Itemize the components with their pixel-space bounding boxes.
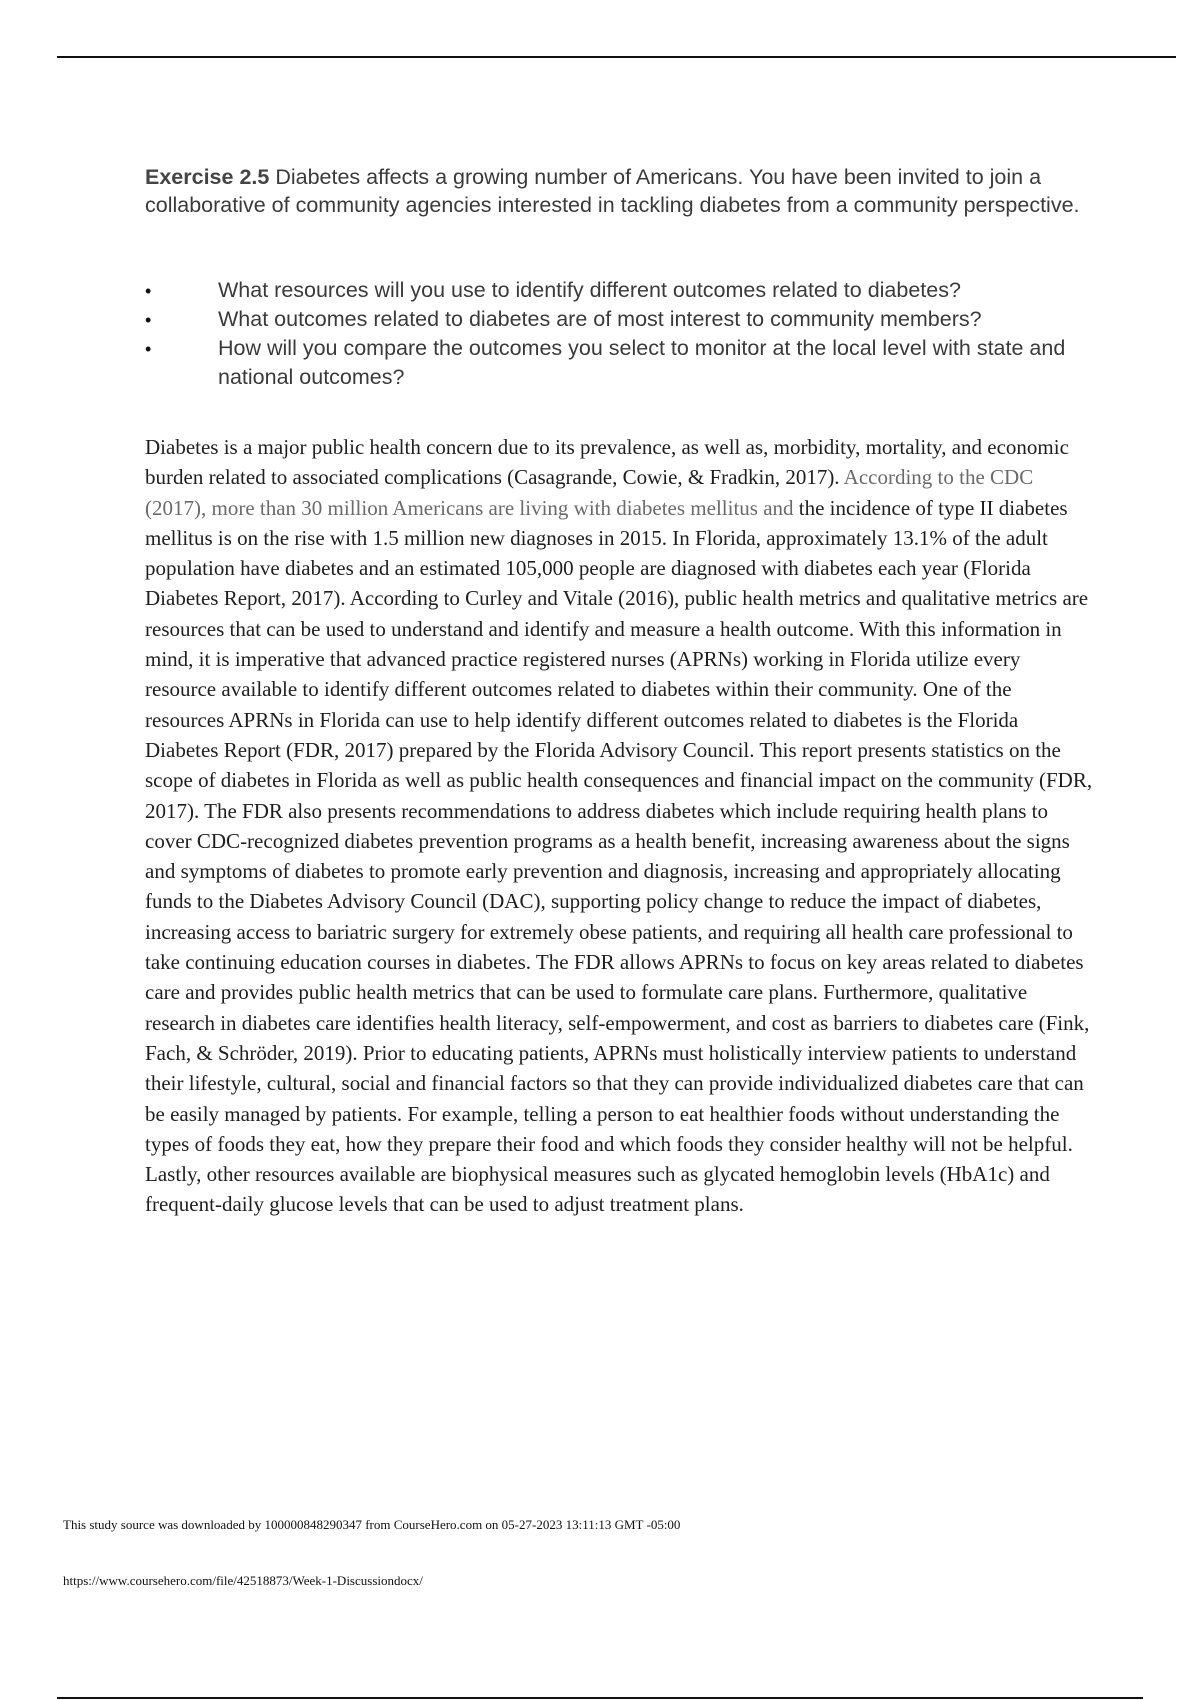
exercise-prompt bbox=[145, 163, 1085, 219]
discussion-paragraph bbox=[145, 432, 1093, 1220]
bullet-icon: • bbox=[145, 281, 152, 301]
paragraph-part-2: According to the CDC (2017), more than 30 million Americans are living with diabetes mellitus and bbox=[145, 465, 1034, 520]
question-item bbox=[118, 334, 1098, 391]
paragraph-part-1: Diabetes is a major public health concern due to its prevalence, as well as, morbidity, mortality, and economic burden related to associated complications (Casagrande, Cowie, & Fradkin, 2017). bbox=[145, 435, 1069, 490]
question-text: What resources will you use to identify different outcomes related to diabetes? bbox=[218, 278, 961, 302]
bullet-icon: • bbox=[145, 339, 152, 359]
top-rule bbox=[57, 56, 1176, 58]
download-notice: This study source was downloaded by 100000848290347 from CourseHero.com on 05-27-2023 13:11:13 GMT -05:00 bbox=[63, 1517, 681, 1532]
question-list bbox=[118, 276, 1098, 391]
question-text: How will you compare the outcomes you select to monitor at the local level with state and national outcomes? bbox=[218, 336, 1066, 389]
question-item bbox=[118, 276, 1098, 305]
bullet-icon: • bbox=[145, 310, 152, 330]
bottom-rule bbox=[57, 1697, 1143, 1699]
question-text: What outcomes related to diabetes are of most interest to community members? bbox=[218, 307, 982, 331]
paragraph-part-3: the incidence of type II diabetes mellitus is on the rise with 1.5 million new diagnoses in 2015. In Florida, approximately 13.1% of the adult population have diabetes and an estimated 105,000 people are diagnosed with diabetes each year (Florida Diabetes Report, 2017). According to Curley and Vitale (2016), public health metrics and qualitative metrics are resources that can be used to understand and identify and measure a health outcome. With this information in mind, it is imperative that advanced practice registered nurses (APRNs) working in Florida utilize every resource available to identify different outcomes related to diabetes within their community. One of the resources APRNs in Florida can use to help identify different outcomes related to diabetes is the Florida Diabetes Report (FDR, 2017) prepared by the Florida Advisory Council. This report presents statistics on the scope of diabetes in Florida as well as public health consequences and financial impact on the community (FDR, 2017). The FDR also presents recommendations to address diabetes which include requiring health plans to cover CDC-recognized diabetes prevention programs as a health benefit, increasing awareness about the signs and symptoms of diabetes to promote early prevention and diagnosis, increasing and appropriately allocating funds to the Diabetes Advisory Council (DAC), supporting policy change to reduce the impact of diabetes, increasing access to bariatric surgery for extremely obese patients, and requiring all health care professional to take continuing education courses in diabetes. The FDR allows APRNs to focus on key areas related to diabetes care and provides public health metrics that can be used to formulate care plans. Furthermore, qualitative research in diabetes care identifies health literacy, self-empowerment, and cost as barriers to diabetes care (Fink, Fach, & Schröder, 2019). Prior to educating patients, APRNs must holistically interview patients to understand their lifestyle, cultural, social and financial factors so that they can provide individualized diabetes care that can be easily managed by patients. For example, telling a person to eat healthier foods without understanding the types of foods they eat, how they prepare their food and which foods they consider healthy will not be helpful. Lastly, other resources available are biophysical measures such as glycated hemoglobin levels (HbA1c) and frequent-daily glucose levels that can be used to adjust treatment plans. bbox=[145, 495, 1093, 1217]
exercise-label: Exercise 2.5 bbox=[145, 165, 270, 189]
source-url: https://www.coursehero.com/file/42518873/Week-1-Discussiondocx/ bbox=[63, 1573, 423, 1588]
exercise-prompt-text: Diabetes affects a growing number of Americans. You have been invited to join a collaborative of community agencies interested in tackling diabetes from a community perspective. bbox=[145, 165, 1080, 217]
question-item bbox=[118, 305, 1098, 334]
